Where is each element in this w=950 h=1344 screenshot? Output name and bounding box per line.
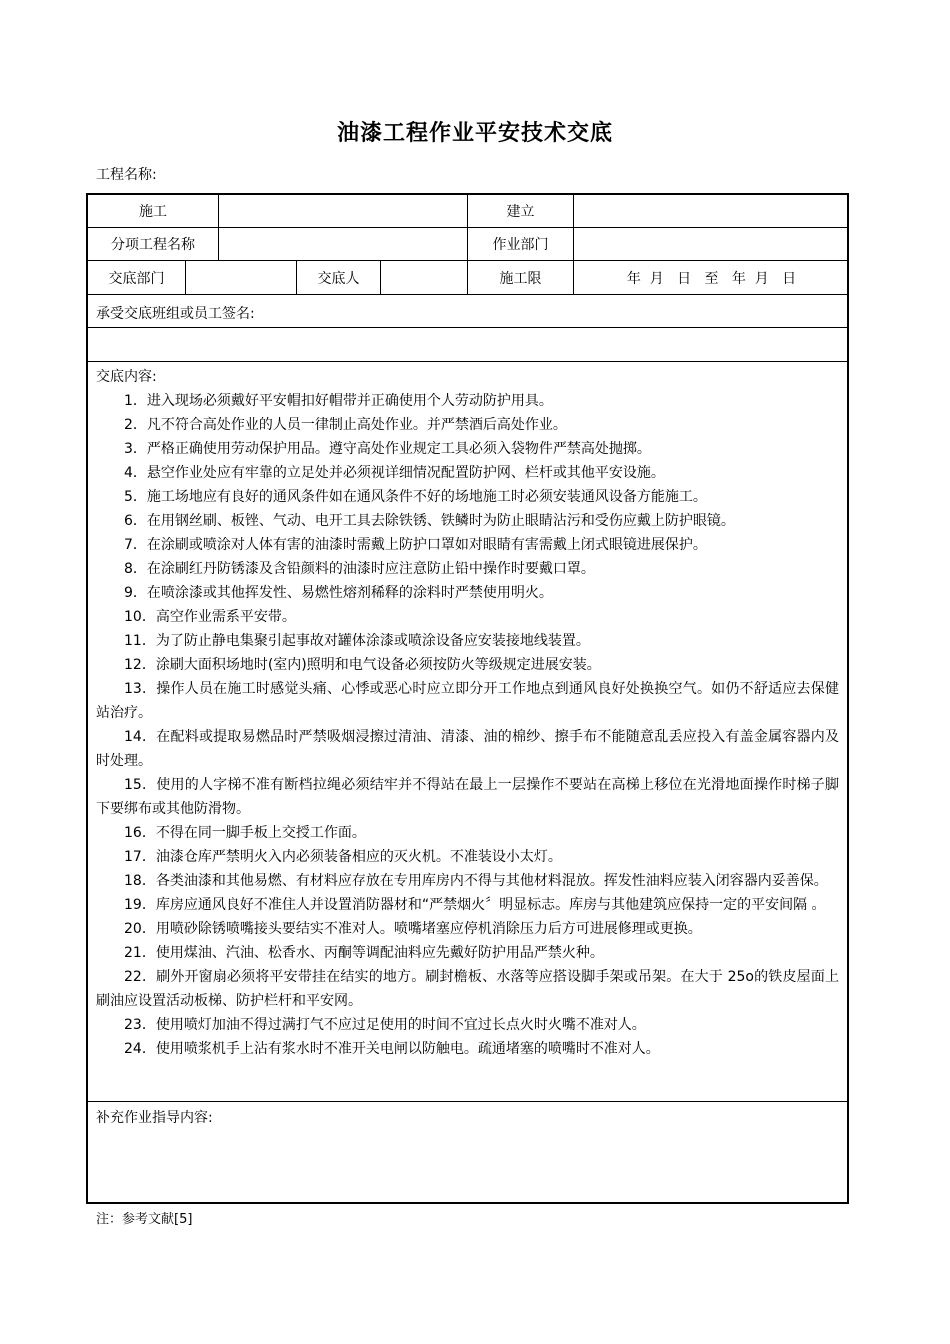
sub-project-label: 分项工程名称: [88, 228, 219, 260]
list-item: 4．悬空作业处应有牢靠的立足处并必须视详细情况配置防护网、栏杆或其他平安设施。: [124, 465, 665, 481]
list-item: 20．用喷砂除锈喷嘴接头要结实不准对人。喷嘴堵塞应停机消除压力后方可进展修理或更换。: [124, 921, 702, 937]
reference-note: 注：参考文献[5]: [96, 1212, 193, 1227]
table-row: [88, 228, 847, 261]
content-items: [96, 389, 839, 1061]
list-item: 12．涂刷大面积场地时(室内)照明和电气设备必须按防火等级规定进展安装。: [124, 657, 601, 673]
list-item: 10．高空作业需系平安带。: [124, 609, 296, 625]
list-item: 13．操作人员在施工时感觉头痛、心悸或恶心时应立即分开工作地点到通风良好处换换空气。如仍不舒适应去保健站治疗。: [96, 681, 839, 721]
project-name-label: 工程名称:: [96, 167, 157, 183]
list-item: 21．使用煤油、汽油、松香水、丙酮等调配油料应先戴好防护用品严禁火种。: [124, 945, 604, 961]
list-item: 5．施工场地应有良好的通风条件如在通风条件不好的场地施工时必须安装通风设备方能施工。: [124, 489, 707, 505]
list-item: 22．刷外开窗扇必须将平安带挂在结实的地方。刷封檐板、水落等应搭设脚手架或吊架。在大于 25o的铁皮屋面上刷油应设置活动板梯、防护栏杆和平安网。: [96, 969, 839, 1009]
list-item: 16．不得在同一脚手板上交授工作面。: [124, 825, 366, 841]
signature-field[interactable]: [88, 328, 847, 362]
disclosure-content: [88, 362, 847, 1102]
construction-value[interactable]: [219, 195, 468, 227]
establish-value[interactable]: [574, 195, 849, 227]
signature-row: [88, 295, 847, 328]
list-item: 24．使用喷浆机手上沾有浆水时不准开关电闸以防触电。疏通堵塞的喷嘴时不准对人。: [124, 1041, 660, 1057]
list-item: 9．在喷涂漆或其他挥发性、易燃性熔剂稀释的涂料时严禁使用明火。: [124, 585, 553, 601]
construction-period-label: 施工限: [468, 261, 574, 294]
list-item: 7．在涂刷或喷涂对人体有害的油漆时需戴上防护口罩如对眼睛有害需戴上闭式眼镜进展保护。: [124, 537, 707, 553]
disclosing-dept-label: 交底部门: [88, 261, 186, 294]
list-item: 23．使用喷灯加油不得过满打气不应过足使用的时间不宜过长点火时火嘴不准对人。: [124, 1017, 646, 1033]
table-row: [88, 261, 847, 295]
list-item: 19．库房应通风良好不准住人并设置消防器材和“严禁烟火〞明显标志。库房与其他建筑应保持一定的平安间隔 。: [124, 897, 826, 913]
disclosing-dept-value[interactable]: [186, 261, 297, 294]
construction-period-value[interactable]: 年 月 日 至 年 月 日: [626, 270, 797, 287]
list-item: 15．使用的人字梯不准有断档拉绳必须结牢并不得站在最上一层操作不要站在高梯上移位在光滑地面操作时梯子脚下要绑布或其他防滑物。: [96, 777, 839, 817]
sub-project-value[interactable]: [219, 228, 468, 260]
list-item: 1．进入现场必须戴好平安帽扣好帽带并正确使用个人劳动防护用具。: [124, 393, 553, 409]
establish-label: 建立: [468, 195, 574, 227]
disclosure-table: [86, 193, 849, 1204]
list-item: 14．在配料或提取易燃品时严禁吸烟浸擦过清油、清漆、油的棉纱、擦手布不能随意乱丢应投入有盖金属容器内及时处理。: [96, 729, 839, 769]
construction-label: 施工: [88, 195, 219, 227]
list-item: 18．各类油漆和其他易燃、有材料应存放在专用库房内不得与其他材料混放。挥发性油料应装入闭容器内妥善保。: [124, 873, 828, 889]
discloser-value[interactable]: [381, 261, 468, 294]
document-title: 油漆工程作业平安技术交底: [336, 121, 613, 146]
discloser-label: 交底人: [297, 261, 381, 294]
list-item: 2．凡不符合高处作业的人员一律制止高处作业。并严禁酒后高处作业。: [124, 417, 567, 433]
list-item: 8．在涂刷红丹防锈漆及含铅颜料的油漆时应注意防止铅中操作时要戴口罩。: [124, 561, 595, 577]
content-label: 交底内容:: [96, 369, 157, 385]
signature-label: 承受交底班组或员工签名:: [96, 306, 255, 322]
work-department-value[interactable]: [574, 228, 849, 260]
list-item: 11．为了防止静电集聚引起事故对罐体涂漆或喷涂设备应安装接地线装置。: [124, 633, 590, 649]
list-item: 6．在用钢丝刷、板锉、气动、电开工具去除铁锈、铁鳞时为防止眼睛沾污和受伤应戴上防护眼镜。: [124, 513, 735, 529]
work-department-label: 作业部门: [468, 228, 574, 260]
supplement-label: 补充作业指导内容:: [96, 1110, 213, 1126]
list-item: 17．油漆仓库严禁明火入内必须装备相应的灭火机。不准装设小太灯。: [124, 849, 562, 865]
list-item: 3．严格正确使用劳动保护用品。遵守高处作业规定工具必须入袋物件严禁高处抛掷。: [124, 441, 651, 457]
table-row: [88, 195, 847, 228]
